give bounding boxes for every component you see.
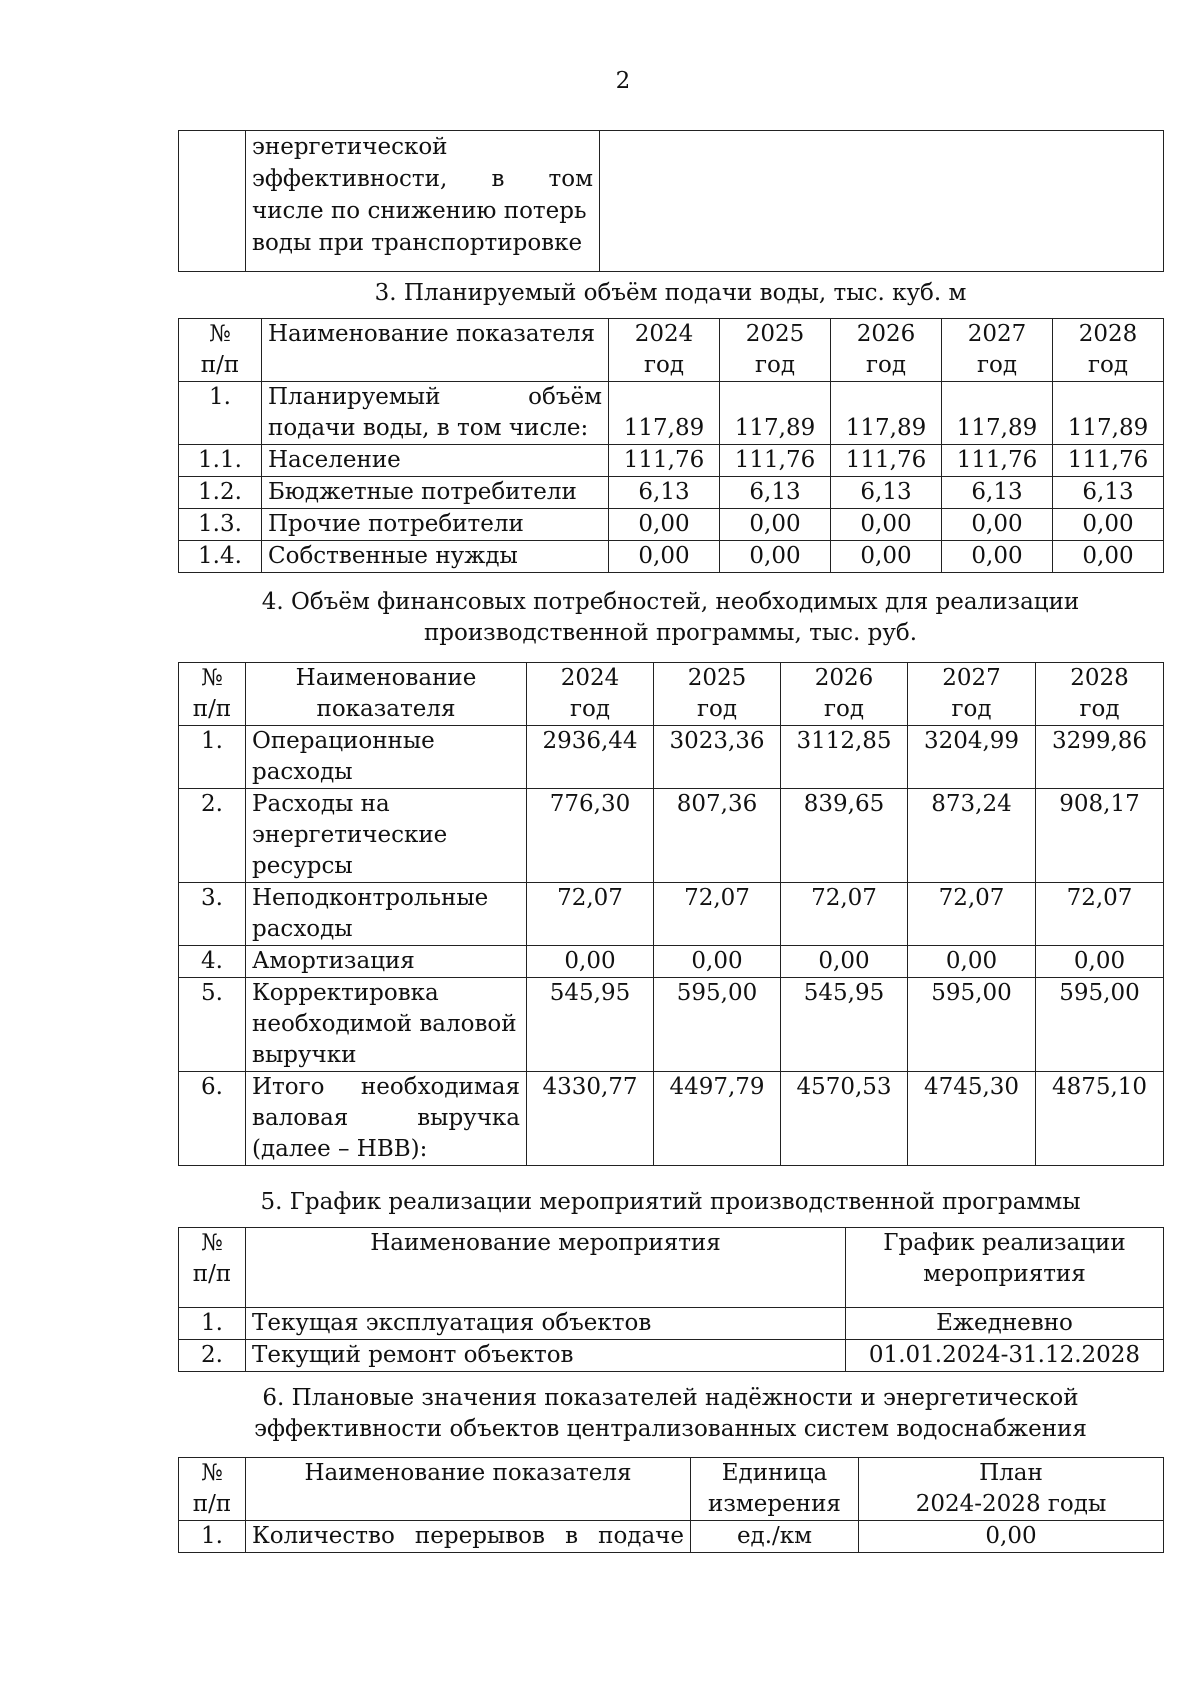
table-row: 1. Операционные расходы 2936,44 3023,36 3112,85 3204,99 3299,86 [179, 726, 1164, 789]
table-row: 1.1. Население 111,76 111,76 111,76 111,76 111,76 [179, 445, 1164, 477]
page-number: 2 [615, 68, 631, 94]
table-row: 1. Планируемый объём подачи воды, в том числе: 117,89 117,89 117,89 117,89 117,89 [179, 382, 1164, 445]
table-row: 1.2. Бюджетные потребители 6,13 6,13 6,13 6,13 6,13 [179, 477, 1164, 509]
fragment-text-cell: энергетической эффективности, в том числе по снижению потерь воды при транспортировке [246, 131, 600, 272]
table-row: 2. Расходы на энергетические ресурсы 776,30 807,36 839,65 873,24 908,17 [179, 789, 1164, 883]
table-row: 1. Текущая эксплуатация объектов Ежедневно [179, 1308, 1164, 1340]
table-header-row: № п/п Наименование мероприятия График реализации мероприятия [179, 1228, 1164, 1308]
schedule-table [178, 1227, 1164, 1372]
table-row: 1.4. Собственные нужды 0,00 0,00 0,00 0,00 0,00 [179, 541, 1164, 573]
section6-title: 6. Плановые значения показателей надёжности и энергетической эффективности объектов централизованных систем водоснабжения [254, 1385, 1087, 1442]
fragment-empty-cell [600, 131, 1164, 272]
table-row: 1. Количество перерывов в подаче ед./км 0,00 [179, 1521, 1164, 1553]
table-header-row: № п/п Наименование показателя Единица измерения План 2024-2028 годы [179, 1458, 1164, 1521]
fragment-num-cell [179, 131, 246, 272]
table-row: 2. Текущий ремонт объектов 01.01.2024-31.12.2028 [179, 1340, 1164, 1372]
table-row: 5. Корректировка необходимой валовой выручки 545,95 595,00 545,95 595,00 595,00 [179, 978, 1164, 1072]
water-supply-table [178, 318, 1164, 573]
table-header-row: № п/п Наименование показателя 2024 год 2025 год 2026 год 2027 год 2028 год [179, 319, 1164, 382]
section3-title: 3. Планируемый объём подачи воды, тыс. куб. м [374, 280, 967, 306]
table-row: 3. Неподконтрольные расходы 72,07 72,07 72,07 72,07 72,07 [179, 883, 1164, 946]
reliability-table [178, 1457, 1164, 1553]
table-header-row: № п/п Наименование показателя 2024 год 2025 год 2026 год 2027 год 2028 год [179, 663, 1164, 726]
section4-title: 4. Объём финансовых потребностей, необходимых для реализации производственной программы, тыс. руб. [261, 589, 1080, 646]
table-row: 4. Амортизация 0,00 0,00 0,00 0,00 0,00 [179, 946, 1164, 978]
top-fragment-table [178, 130, 1164, 272]
table-row: 6. Итого необходимая валовая выручка (далее – НВВ): 4330,77 4497,79 4570,53 4745,30 4875,10 [179, 1072, 1164, 1166]
financial-needs-table [178, 662, 1164, 1166]
table-row: 1.3. Прочие потребители 0,00 0,00 0,00 0,00 0,00 [179, 509, 1164, 541]
section5-title: 5. График реализации мероприятий производственной программы [260, 1189, 1081, 1215]
